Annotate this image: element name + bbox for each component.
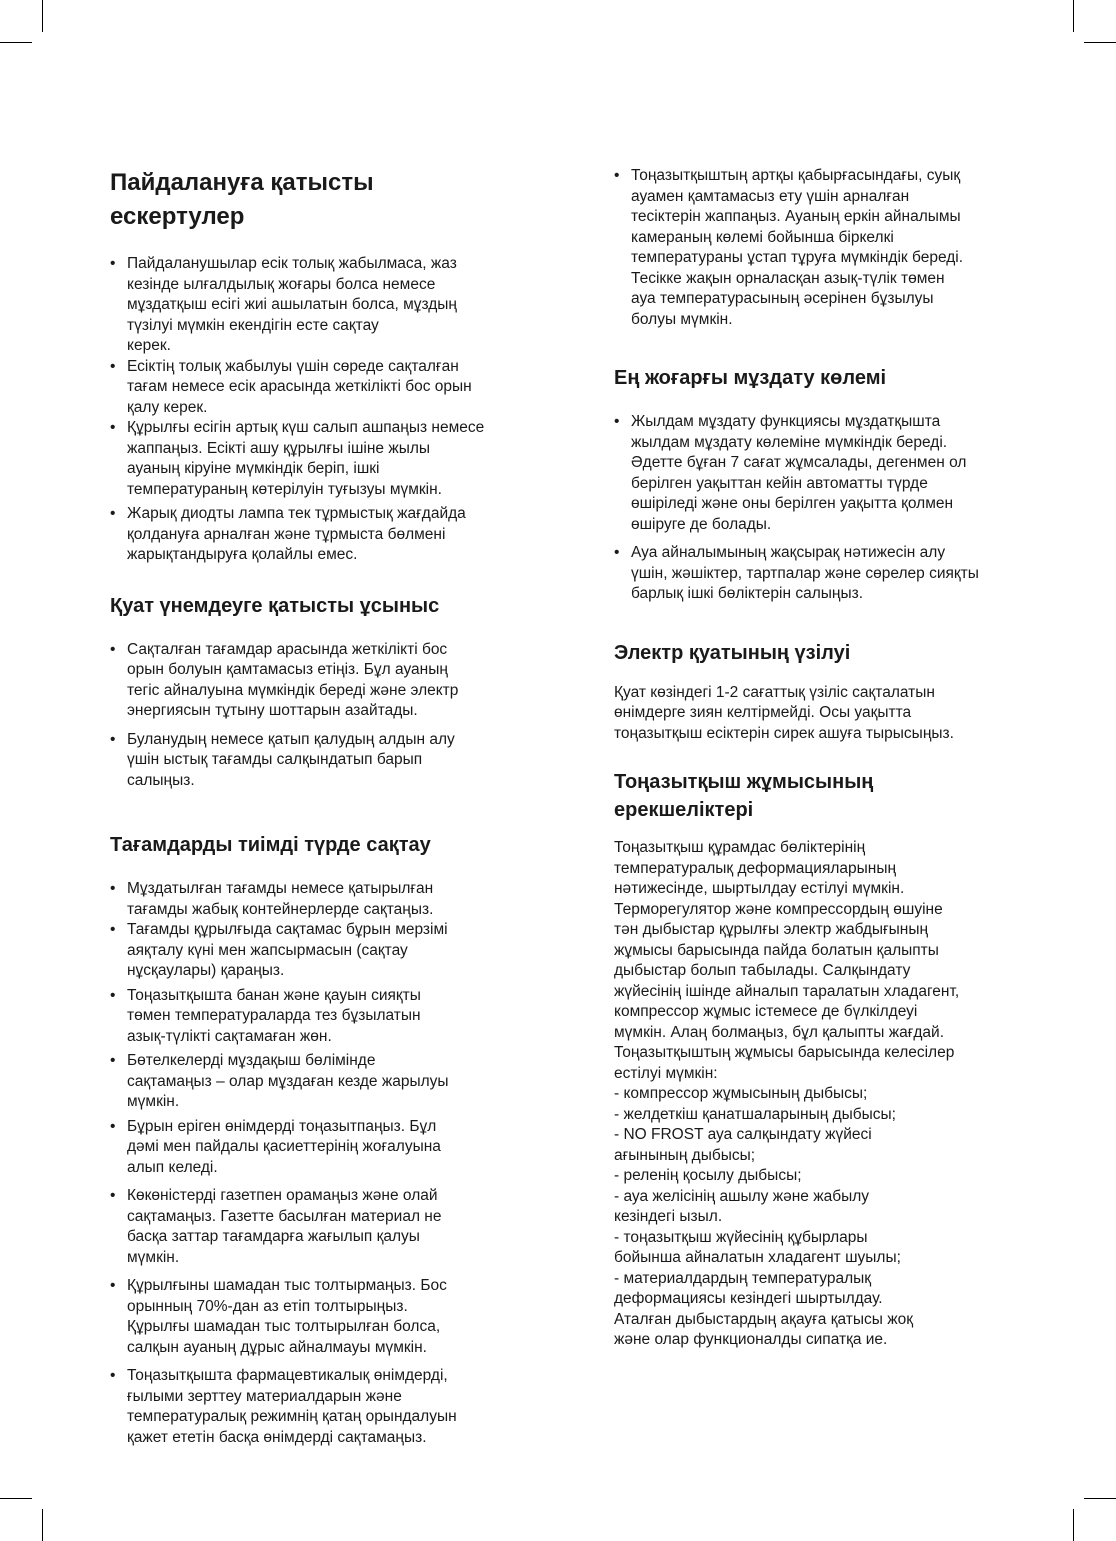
crop-mark-bottom-right-h xyxy=(1084,1498,1116,1499)
energy-list xyxy=(110,640,530,792)
crop-mark-bottom-left-v xyxy=(42,1509,43,1541)
energy-title: Қуат үнемдеуге қатысты ұсыныс xyxy=(110,594,440,617)
vent-section xyxy=(614,166,1034,330)
power-section xyxy=(614,639,1034,745)
crop-mark-bottom-right-v xyxy=(1073,1509,1074,1541)
energy-section xyxy=(110,592,530,792)
freeze-section xyxy=(614,364,1034,605)
list-item: • Ауа айналымының жақсырақ нәтижесін алу үшін, жәшіктер, тартпалар және сөрелер сияқты барлық ішкі бөліктерін салыңыз. xyxy=(614,543,1034,605)
list-item: • Есіктің толық жабылуы үшін сөреде сақталған тағам немесе есік арасында жеткілікті бос орын қалу керек. xyxy=(110,357,530,419)
crop-mark-top-left-v xyxy=(42,0,43,32)
list-item: • Жылдам мұздату функциясы мұздатқышта жылдам мұздату көлеміне мүмкіндік береді. Әдетте бұған 7 сағат жұмсалады, дегенмен ол берілген уақыттан кейін автоматты түрде өшіріледі және оны берілген уақытта қолмен өшіруге де болады. xyxy=(614,412,1034,535)
storage-list xyxy=(110,879,530,1448)
list-item: • Жарық диодты лампа тек тұрмыстық жағдайда қолдануға арналған және тұрмыста бөлмені жарықтандыруға қолайлы емес. xyxy=(110,504,530,566)
left-column xyxy=(110,166,530,1480)
list-item: • Сақталған тағамдар арасында жеткілікті бос орын болуын қамтамасыз етіңіз. Бұл ауаның тегіс айналуына мүмкіндік береді және электр энергиясын тұтыну шоттарын азайтады. xyxy=(110,640,530,722)
storage-section xyxy=(110,831,530,1448)
list-item: • Буланудың немесе қатып қалудың алдын алу үшін ыстық тағамды салқындатып барып салыңыз. xyxy=(110,730,530,792)
crop-mark-bottom-left-h xyxy=(0,1498,32,1499)
list-item: • Мұздатылған тағамды немесе қатырылған тағамды жабық контейнерлерде сақтаңыз. xyxy=(110,879,530,920)
list-item: • Тоңазытқыштың артқы қабырғасындағы, суық ауамен қамтамасыз ету үшін арналған тесіктерін жаппаңыз. Ауаның еркін айналымы камераның көлемі бойынша біркелкі температураны ұстап тұруға мүмкіндік береді. Тесікке жақын орналасқан азық-түлік төмен ауа температурасының әсерінен бұзылуы болуы мүмкін. xyxy=(614,166,1034,330)
power-text: Қуат көзіндегі 1-2 сағаттық үзіліс сақталатын өнімдерге зиян келтірмейді. Осы уақытта тоңазытқыш есіктерін сирек ашуға тырысыңыз. xyxy=(614,683,954,742)
usage-title: Пайдалануға қатысты ескертулер xyxy=(110,169,374,230)
list-item: • Тоңазытқышта фармацевтикалық өнімдерді, ғылыми зерттеу материалдарын және температуралық режимнің қатаң орындалуын қажет ететін басқа өнімдерді сақтамаңыз. xyxy=(110,1366,530,1448)
crop-mark-top-left-h xyxy=(0,42,32,43)
freeze-list xyxy=(614,412,1034,605)
freeze-title: Ең жоғарғы мұздату көлемі xyxy=(614,367,887,389)
usage-list xyxy=(110,254,530,566)
list-item: • Тағамды құрылғыда сақтамас бұрын мерзімі аяқталу күні мен жапсырмасын (сақтау нұсқаулары) қараңыз. xyxy=(110,920,530,982)
list-item: • Бұрын еріген өнімдерді тоңазытпаңыз. Бұл дәмі мен пайдалы қасиеттерінің жоғалуына алып келеді. xyxy=(110,1117,530,1179)
crop-mark-top-right-v xyxy=(1073,0,1074,32)
power-title: Электр қуатының үзілуі xyxy=(614,641,851,664)
list-item: • Бөтелкелерді мұздақыш бөлімінде сақтамаңыз – олар мұздаған кезде жарылуы мүмкін. xyxy=(110,1051,530,1113)
features-section xyxy=(614,768,1034,1351)
features-title: Тоңазытқыш жұмысының ерекшеліктері xyxy=(614,771,874,821)
vent-list xyxy=(614,166,1034,330)
storage-title: Тағамдарды тиімді түрде сақтау xyxy=(110,834,431,856)
list-item: • Тоңазытқышта банан және қауын сияқты төмен температураларда тез бұзылатын азық-түлікті сақтамаған жөн. xyxy=(110,986,530,1048)
list-item: • Құрылғыны шамадан тыс толтырмаңыз. Бос орынның 70%-дан аз етіп толтырыңыз. Құрылғы шамадан тыс толтырылған болса, салқын ауаның дұрыс айналмауы мүмкін. xyxy=(110,1276,530,1358)
right-column xyxy=(614,166,1034,1383)
list-item: • Пайдаланушылар есік толық жабылмаса, жаз кезінде ылғалдылық жоғары болса немесе мұздатқыш есігі жиі ашылатын болса, мұздың түзілуі мүмкін екендігін есте сақтау керек. xyxy=(110,254,530,357)
list-item: • Көкөністерді газетпен орамаңыз және олай сақтамаңыз. Газетте басылған материал не басқа заттар тағамдарға жағылып қалуы мүмкін. xyxy=(110,1186,530,1268)
features-text: Тоңазытқыш құрамдас бөліктерінің температуралық деформацияларының нәтижесінде, шыртылдау естілуі мүмкін. Терморегулятор және компрессордың өшуіне тән дыбыстар құрылғы электр жабдығының жұмысы барысында пайда болатын қалыпты дыбыстар болып табылады. Салқындату жүйесінің ішінде айналып таралатын хладагент, компрессор жұмыс істемесе де бүлкілдеуі мүмкін. Алаң болмаңыз, бұл қалыпты жағдай. Тоңазытқыштың жұмысы барысында келесілер естілуі мүмкін: - компрессор жұмысының дыбысы; - желдеткіш қанатшаларының дыбысы; - NO FROST ауа салқындату жүйесі ағынының дыбысы; - реленің қосылу дыбысы; - ауа желісінің ашылу және жабылу кезіндегі ызыл. - тоңазытқыш жүйесінің құбырлары бойынша айналатын хладагент шуылы; - материалдардың температуралық деформациясы кезіндегі шыртылдау. Аталған дыбыстардың ақауға қатысы жоқ және олар функционалды сипатқа ие. xyxy=(614,839,960,1348)
crop-mark-top-right-h xyxy=(1084,42,1116,43)
usage-section xyxy=(110,166,530,566)
list-item: • Құрылғы есігін артық күш салып ашпаңыз немесе жаппаңыз. Есікті ашу құрылғы ішіне жылы ауаның кіруіне мүмкіндік беріп, ішкі температураның көтерілуін туғызуы мүмкін. xyxy=(110,418,530,500)
